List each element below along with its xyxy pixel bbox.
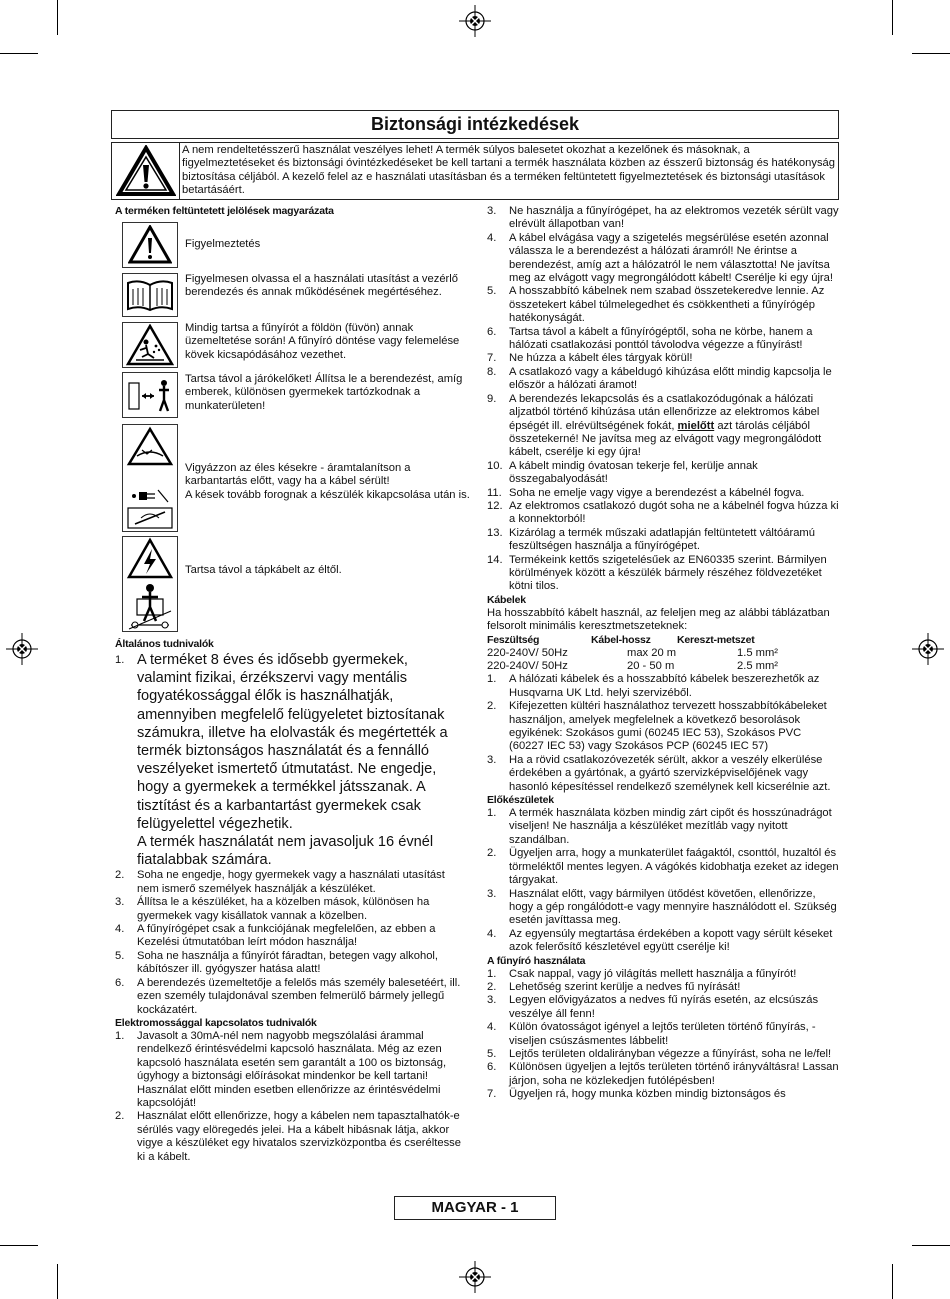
preparation-list (487, 807, 839, 954)
preparation-heading: Előkészületek (487, 794, 554, 807)
list-item: 9. A berendezés lekapcsolás és a csatlakozódugónak a hálózati aljzatból történő kihúzása után ellenőrizze az elektromos kábel épségét ill. elrévültségének fokát, mielőtt azt tárolás céljából összetekerné! Ne javítsa meg az elvágott vagy megrongálódott kábelt, cserélje ki egy újra! (487, 392, 822, 459)
warning-intro-box (111, 142, 839, 200)
crop-mark (57, 0, 58, 35)
list-item: 8. A csatlakozó vagy a kábeldugó kihúzása előtt mindig kapcsolja le először a hálózati áramot! (487, 365, 832, 392)
general-heading: Általános tudnivalók (115, 638, 214, 650)
page-title: Biztonsági intézkedések (111, 110, 839, 139)
list-item: 13. Kizárólag a termék műszaki adatlapján feltüntetett váltóáramú feszültségen használja a fűnyírógépet. (487, 526, 815, 553)
list-item: 1. Csak nappal, vagy jó világítás mellett használja a fűnyírót! (487, 967, 797, 980)
crop-mark (57, 1264, 58, 1299)
electric-cable-icon (122, 536, 178, 632)
symbol-row (115, 534, 465, 634)
symbol-text: Figyelmeztetés (185, 238, 261, 250)
cable-table-row: 220-240V/ 50Hz 20 - 50 m 2.5 mm² (487, 660, 779, 672)
electrical-list (115, 1030, 465, 1164)
symbol-text: Tartsa távol a tápkábelt az éltől. (185, 564, 342, 576)
registration-mark-right-icon (912, 633, 944, 665)
list-item: 7. Ne húzza a kábelt éles tárgyak körül! (487, 352, 693, 365)
list-item: 3. Ha a rövid csatlakozóvezeték sérült, akkor a veszély elkerülése érdekében a gyártónak, a gyártó szervizképviselőjének vagy hasonló képesítéssel rendelkező személynek kell kicserélnie azt. (487, 753, 831, 793)
symbol-row (115, 370, 465, 422)
page-footer: MAGYAR - 1 (394, 1196, 556, 1220)
symbol-text: Vigyázzon az éles késekre - áramtalanítson a karbantartás előtt, vagy ha a kábel sérült! A kések tovább forognak a készülék kikapcsolása után is. (185, 462, 470, 501)
left-column (115, 205, 470, 1164)
list-item: 2. Soha ne engedje, hogy gyermekek vagy a használati utasítást nem ismerő személyek használják a készüléket. (115, 869, 445, 895)
crop-mark (892, 1264, 893, 1299)
list-item: 2. Használat előtt ellenőrizze, hogy a kábelen nem tapasztalhatók-e sérülés vagy elöregedés jelei. Ha a kábelt hibásnak látja, akkor vigye a készüléket egy hivatalos szervizközpontba és cseréltesse ki a kábelt. (115, 1110, 461, 1163)
registration-mark-bottom-icon (459, 1261, 491, 1293)
list-item: 2. Kifejezetten kültéri használathoz tervezett hosszabbítókábeleket használjon, amelyek megfelelnek a következő besorolások egyikének: Szokásos gumi (60245 IEC 53), Szokásos PVC (60227 IEC 53) vagy Szokásos PCP (60245 IEC 57) (487, 700, 827, 753)
symbol-row (115, 220, 465, 270)
list-item: 1. Javasolt a 30mA-nél nem nagyobb megszólalási árammal rendelkező érintésvédelmi kapcsoló használata. Még az ezen kapcsoló használata esetén sem garantált a 100 os biztonság, úgyhogy a biztonsági előírásokat mindenkor be kell tartani! Használat előtt minden esetben ellenőrizze az érintésvédelmi kapcsolóját! (115, 1029, 447, 1109)
warning-triangle-icon (112, 143, 180, 199)
symbol-row (115, 320, 465, 370)
list-item: 4. A kábel elvágása vagy a szigetelés megsérülése esetén azonnal válassza le a berendezést a hálózati áramról! Ne érintse a berendezést, amíg azt a hálózatról le nem választotta! Ne javítsa meg az elvágott vagy megrongálódott kábelt! Cserélje ki egy újra! (487, 231, 833, 285)
registration-mark-top-icon (459, 5, 491, 37)
list-item: 6. A berendezés üzemeltetője a felelős más személy balesetéért, ill. ezen személy tulajdonával szemben felmerülő bármely jellegű kockázatért. (115, 976, 461, 1016)
list-item: 11. Soha ne emelje vagy vigye a berendezést a kábelnél fogva. (487, 486, 805, 499)
list-item: 2. Ügyeljen arra, hogy a munkaterület faágaktól, csonttól, huzaltól és törmeléktől mentes legyen. A vágókés kidobhatja ezeket az idegen tárgyakat. (487, 847, 839, 887)
crop-mark (912, 53, 950, 54)
list-item: 12. Az elektromos csatlakozó dugót soha ne a kábelnél fogva húzza ki a konnektorból! (487, 499, 839, 526)
list-item: 1. A termék használata közben mindig zárt cipőt és hosszúnadrágot viseljen! Ne használja a készüléket mezítláb vagy nyitott szandálban. (487, 807, 832, 846)
cables-list (487, 673, 839, 794)
bystanders-distance-icon (122, 372, 178, 418)
electrical-heading: Elektromossággal kapcsolatos tudnivalók (115, 1016, 317, 1029)
warning-intro-text: A nem rendeltetésszerű használat veszélyes lehet! A termék súlyos balesetet okozhat a kezelőnek és másoknak, a figyelmeztetéseket és biztonsági óvintézkedéseket be kell tartani a termék használata közben az ésszerű biztonság és hatékonyság biztosítása céljából. A kezelő felel az e használati utasításban és a terméken feltüntetett figyelmeztetések és biztonsági utasítások betartásáért. (182, 144, 835, 197)
mower-use-heading: A fűnyíró használata (487, 954, 586, 967)
list-item: 14. Termékeink kettős szigetelésűek az EN60335 szerint. Bármilyen körülmények között a készülék bármely részéhez földvezetéket kötni tilos. (487, 553, 827, 593)
right-column (487, 205, 839, 1102)
symbol-row (115, 270, 465, 320)
symbol-text: Tartsa távol a járókelőket! Állítsa le a berendezést, amíg emberek, különösen gyermekek tartózkodnak a munkaterületen! (185, 373, 463, 412)
list-item: 5. Lejtős területen oldalirányban végezze a fűnyírást, soha ne le/fel! (487, 1047, 832, 1060)
list-item: 3. Ne használja a fűnyírógépet, ha az elektromos vezeték sérült vagy elrévült állapotban van! (487, 205, 839, 231)
list-item: 3. Legyen elővigyázatos a nedves fű nyírás esetén, az elcsúszás veszélye áll fenn! (487, 994, 819, 1020)
registration-mark-left-icon (6, 633, 38, 665)
cables-intro: Ha hosszabbító kábelt használ, az feleljen meg az alábbi táblázatban felsorolt minimális keresztmetszeteknek: (487, 606, 830, 633)
cable-table-header: Feszültség Kábel-hossz Kereszt-metszet (487, 633, 755, 646)
thrown-objects-icon (122, 322, 178, 368)
symbol-row (115, 422, 470, 534)
list-item: 3. Állítsa le a készüléket, ha a közelben mások, különösen ha gyermekek vagy kisállatok vannak a közelben. (115, 896, 430, 922)
list-item: 3. Használat előtt, vagy bármilyen ütődést követően, ellenőrizze, hogy a gép rongálódott-e vagy mennyire használódott el. Szükség esetén javíttassa meg. (487, 887, 837, 927)
list-item: 1. A terméket 8 éves és idősebb gyermekek, valamint fizikai, érzékszervi vagy mentális fogyatékossággal élők is használhatják, amennyiben megfelelő felügyeletet biztosítanak számukra, illetve ha elolvasták és megértették a termék biztonságos használatát és a fennálló veszélyeket ismertető útmutatást. Ne engedje, hogy a gyermekek a termékkel játsszanak. A tisztítást és a karbantartást gyermekek csak felügyelettel végezhetik. A termék használatát nem javasoljuk 16 évnél fiatalabbak számára. (115, 652, 448, 869)
crop-mark (0, 1245, 38, 1246)
symbol-text: Figyelmesen olvassa el a használati utasítást a vezérlő berendezés és annak működésének megértéséhez. (185, 273, 458, 299)
list-item: 5. A hosszabbító kábelnek nem szabad összetekeredve lennie. Az összetekert kábel túlmelegedhet és csökkentheti a fűnyírógép hatékonyságát. (487, 285, 825, 325)
general-list-rest (115, 869, 465, 1016)
crop-mark (912, 1245, 950, 1246)
list-item: 6. Különösen ügyeljen a lejtős területen történő irányváltásra! Lassan járjon, soha ne közlekedjen futólépésben! (487, 1061, 839, 1087)
list-item: 4. Külön óvatosságot igényel a lejtős területen történő fűnyírás, - viseljen csúszásmentes lábbelit! (487, 1021, 816, 1047)
sharp-blades-icon (122, 424, 178, 532)
electrical-list-continued (487, 205, 839, 594)
general-list (115, 651, 465, 869)
list-item: 10. A kábelt mindig óvatosan tekerje fel, kerülje annak összegabalyodását! (487, 459, 758, 486)
read-manual-book-icon (122, 273, 178, 317)
crop-mark (892, 0, 893, 35)
symbol-text: Mindig tartsa a fűnyírót a földön (füvön) annak üzemeltetése során! A fűnyíró döntése vagy felemelése kövek kicsapódásához vezethet. (185, 322, 460, 361)
list-item: 6. Tartsa távol a kábelt a fűnyírógéptől, soha ne körbe, hanem a hálózati csatlakozási ponttól távolodva végezze a fűnyírást! (487, 325, 813, 352)
list-item: 5. Soha ne használja a fűnyírót fáradtan, betegen vagy alkohol, kábítószer ill. gyógyszer hatása alatt! (115, 949, 439, 976)
mower-use-list (487, 968, 839, 1102)
list-item: 1. A hálózati kábelek és a hosszabbító kábelek beszerezhetők az Husqvarna UK Ltd. helyi szervizéből. (487, 673, 820, 699)
list-item: 7. Ügyeljen rá, hogy munka közben mindig biztonságos és (487, 1088, 786, 1101)
warning-triangle-icon (122, 222, 178, 268)
crop-mark (0, 53, 38, 54)
list-item: 2. Lehetőség szerint kerülje a nedves fű nyírását! (487, 980, 741, 993)
symbols-heading: A terméken feltüntetett jelölések magyarázata (115, 205, 334, 217)
list-item: 4. A fűnyírógépet csak a funkciójának megfelelően, az ebben a Kezelési útmutatóban leírt módon használja! (115, 923, 436, 949)
list-item: 4. Az egyensúly megtartása érdekében a kopott vagy sérült késeket azok felerősítő készletével együtt cserélje ki! (487, 927, 833, 954)
cable-table-row: 220-240V/ 50Hz max 20 m 1.5 mm² (487, 646, 779, 659)
cables-heading: Kábelek (487, 593, 526, 606)
